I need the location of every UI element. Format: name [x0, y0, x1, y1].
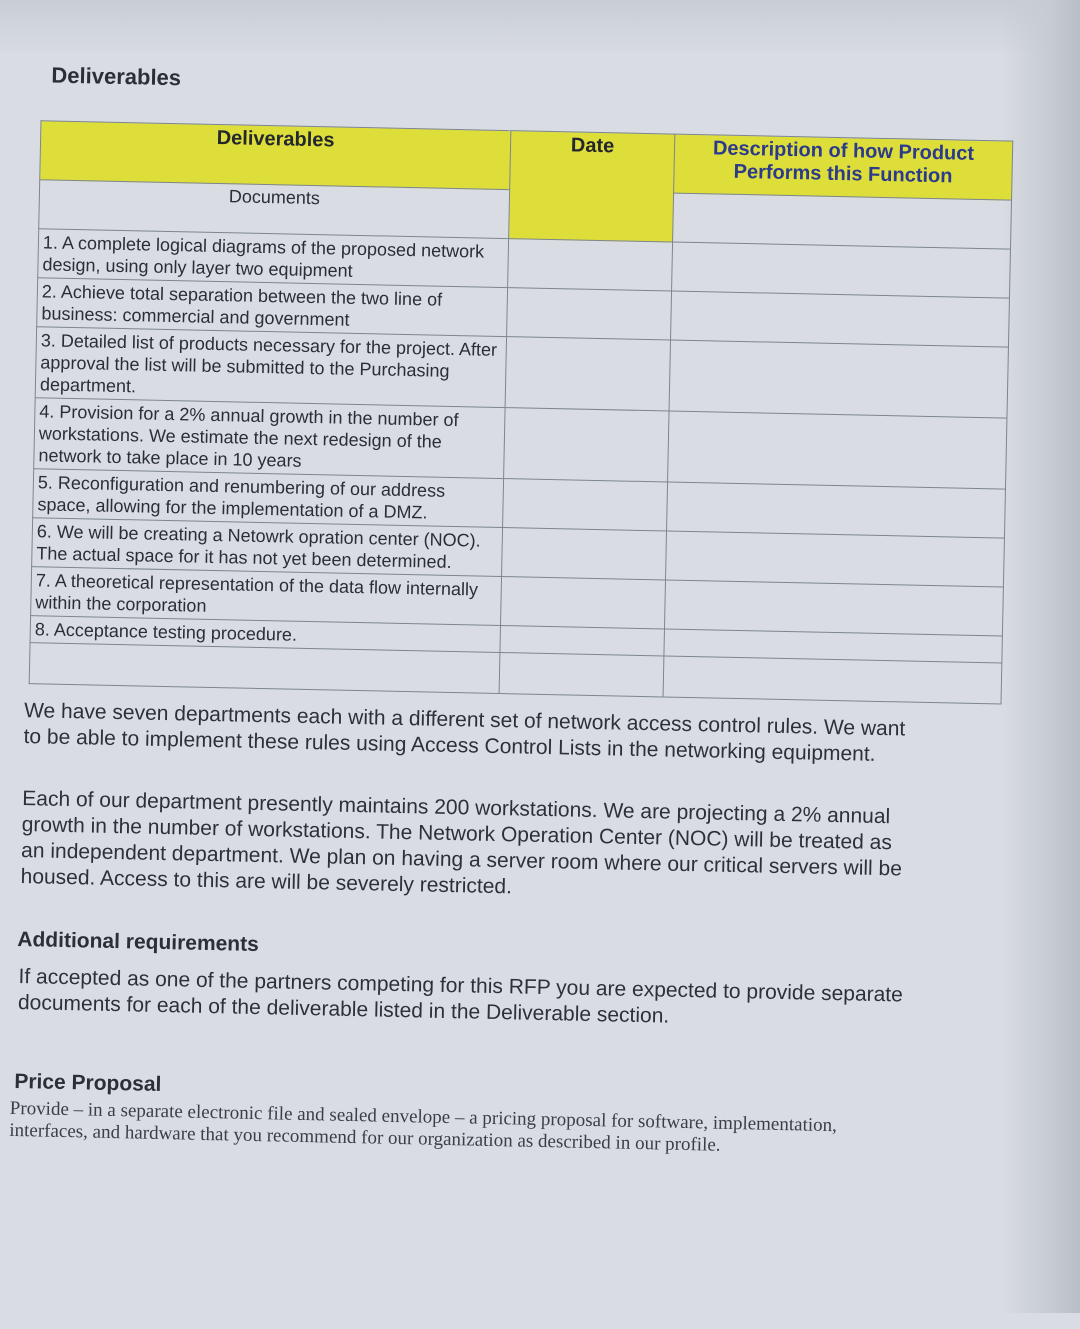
- additional-requirements-text: If accepted as one of the partners competing for this RFP you are expected to provide separate documents for each of the deliverable listed in the Deliverable section.: [17, 965, 904, 1028]
- deliverable-item: 1. A complete logical diagrams of the proposed network design, using only layer two equipment: [38, 229, 509, 288]
- date-cell: [501, 577, 666, 629]
- screen-top-strip: [0, 0, 1080, 52]
- description-cell: [669, 340, 1008, 418]
- access-rules-paragraph: We have seven departments each with a different set of network access control rules. We want to be able to implement these rules using Access Control Lists in the networking equipment.: [23, 699, 906, 766]
- description-cell: [663, 656, 1002, 704]
- date-cell: [508, 239, 673, 291]
- date-cell: [499, 653, 664, 697]
- description-cell: [665, 531, 1004, 587]
- deliverable-item: 3. Detailed list of products necessary for the project. After approval the list will be submitted to the Purchasing department.: [35, 327, 506, 408]
- section-title: Deliverables: [51, 62, 182, 91]
- documents-label: Documents: [39, 180, 510, 239]
- price-proposal-text: Provide – in a separate electronic file and sealed envelope – a pricing proposal for software, implementation, interfaces, and hardware that you recommend for our organization as described in our profile.: [9, 1097, 838, 1156]
- document-body: [2, 48, 1028, 1329]
- description-cell: [667, 482, 1006, 538]
- header-date: Date: [509, 131, 675, 242]
- date-cell: [503, 479, 668, 531]
- table-cell: [673, 193, 1012, 249]
- description-cell: [664, 580, 1003, 636]
- description-cell: [668, 411, 1007, 489]
- deliverable-item: 7. A theoretical representation of the data flow internally within the corporation: [31, 567, 502, 626]
- table-cell: [29, 643, 500, 694]
- deliverables-table: [29, 120, 1014, 704]
- additional-requirements-heading: Additional requirements: [17, 927, 260, 957]
- deliverable-item: 8. Acceptance testing procedure.: [30, 616, 500, 653]
- description-cell: [672, 242, 1011, 298]
- deliverable-item: 2. Achieve total separation between the two line of business: commercial and government: [37, 278, 508, 337]
- date-cell: [500, 626, 665, 656]
- header-deliverables: Deliverables: [40, 121, 511, 190]
- description-cell: [671, 291, 1010, 347]
- document-page: [0, 48, 1080, 1313]
- workstations-paragraph: Each of our department presently maintains 200 workstations. We are projecting a 2% annual growth in the number of workstations. The Network Operation Center (NOC) will be treated as an independent department. We plan on having a server room where our critical servers will be housed. Access to this are will be severely restricted.: [20, 787, 903, 899]
- date-cell: [505, 337, 670, 411]
- date-cell: [502, 528, 667, 580]
- price-proposal-heading: Price Proposal: [14, 1069, 162, 1097]
- date-cell: [504, 408, 669, 482]
- deliverable-item: 4. Provision for a 2% annual growth in the number of workstations. We estimate the next redesign of the network to take place in 10 years: [34, 398, 505, 479]
- deliverable-item: 5. Reconfiguration and renumbering of our address space, allowing for the implementation of a DMZ.: [33, 469, 504, 528]
- date-cell: [507, 288, 672, 340]
- deliverable-item: 6. We will be creating a Netowrk opration center (NOC). The actual space for it has not yet been determined.: [32, 518, 503, 577]
- header-description: Description of how Product Performs this Function: [674, 134, 1013, 200]
